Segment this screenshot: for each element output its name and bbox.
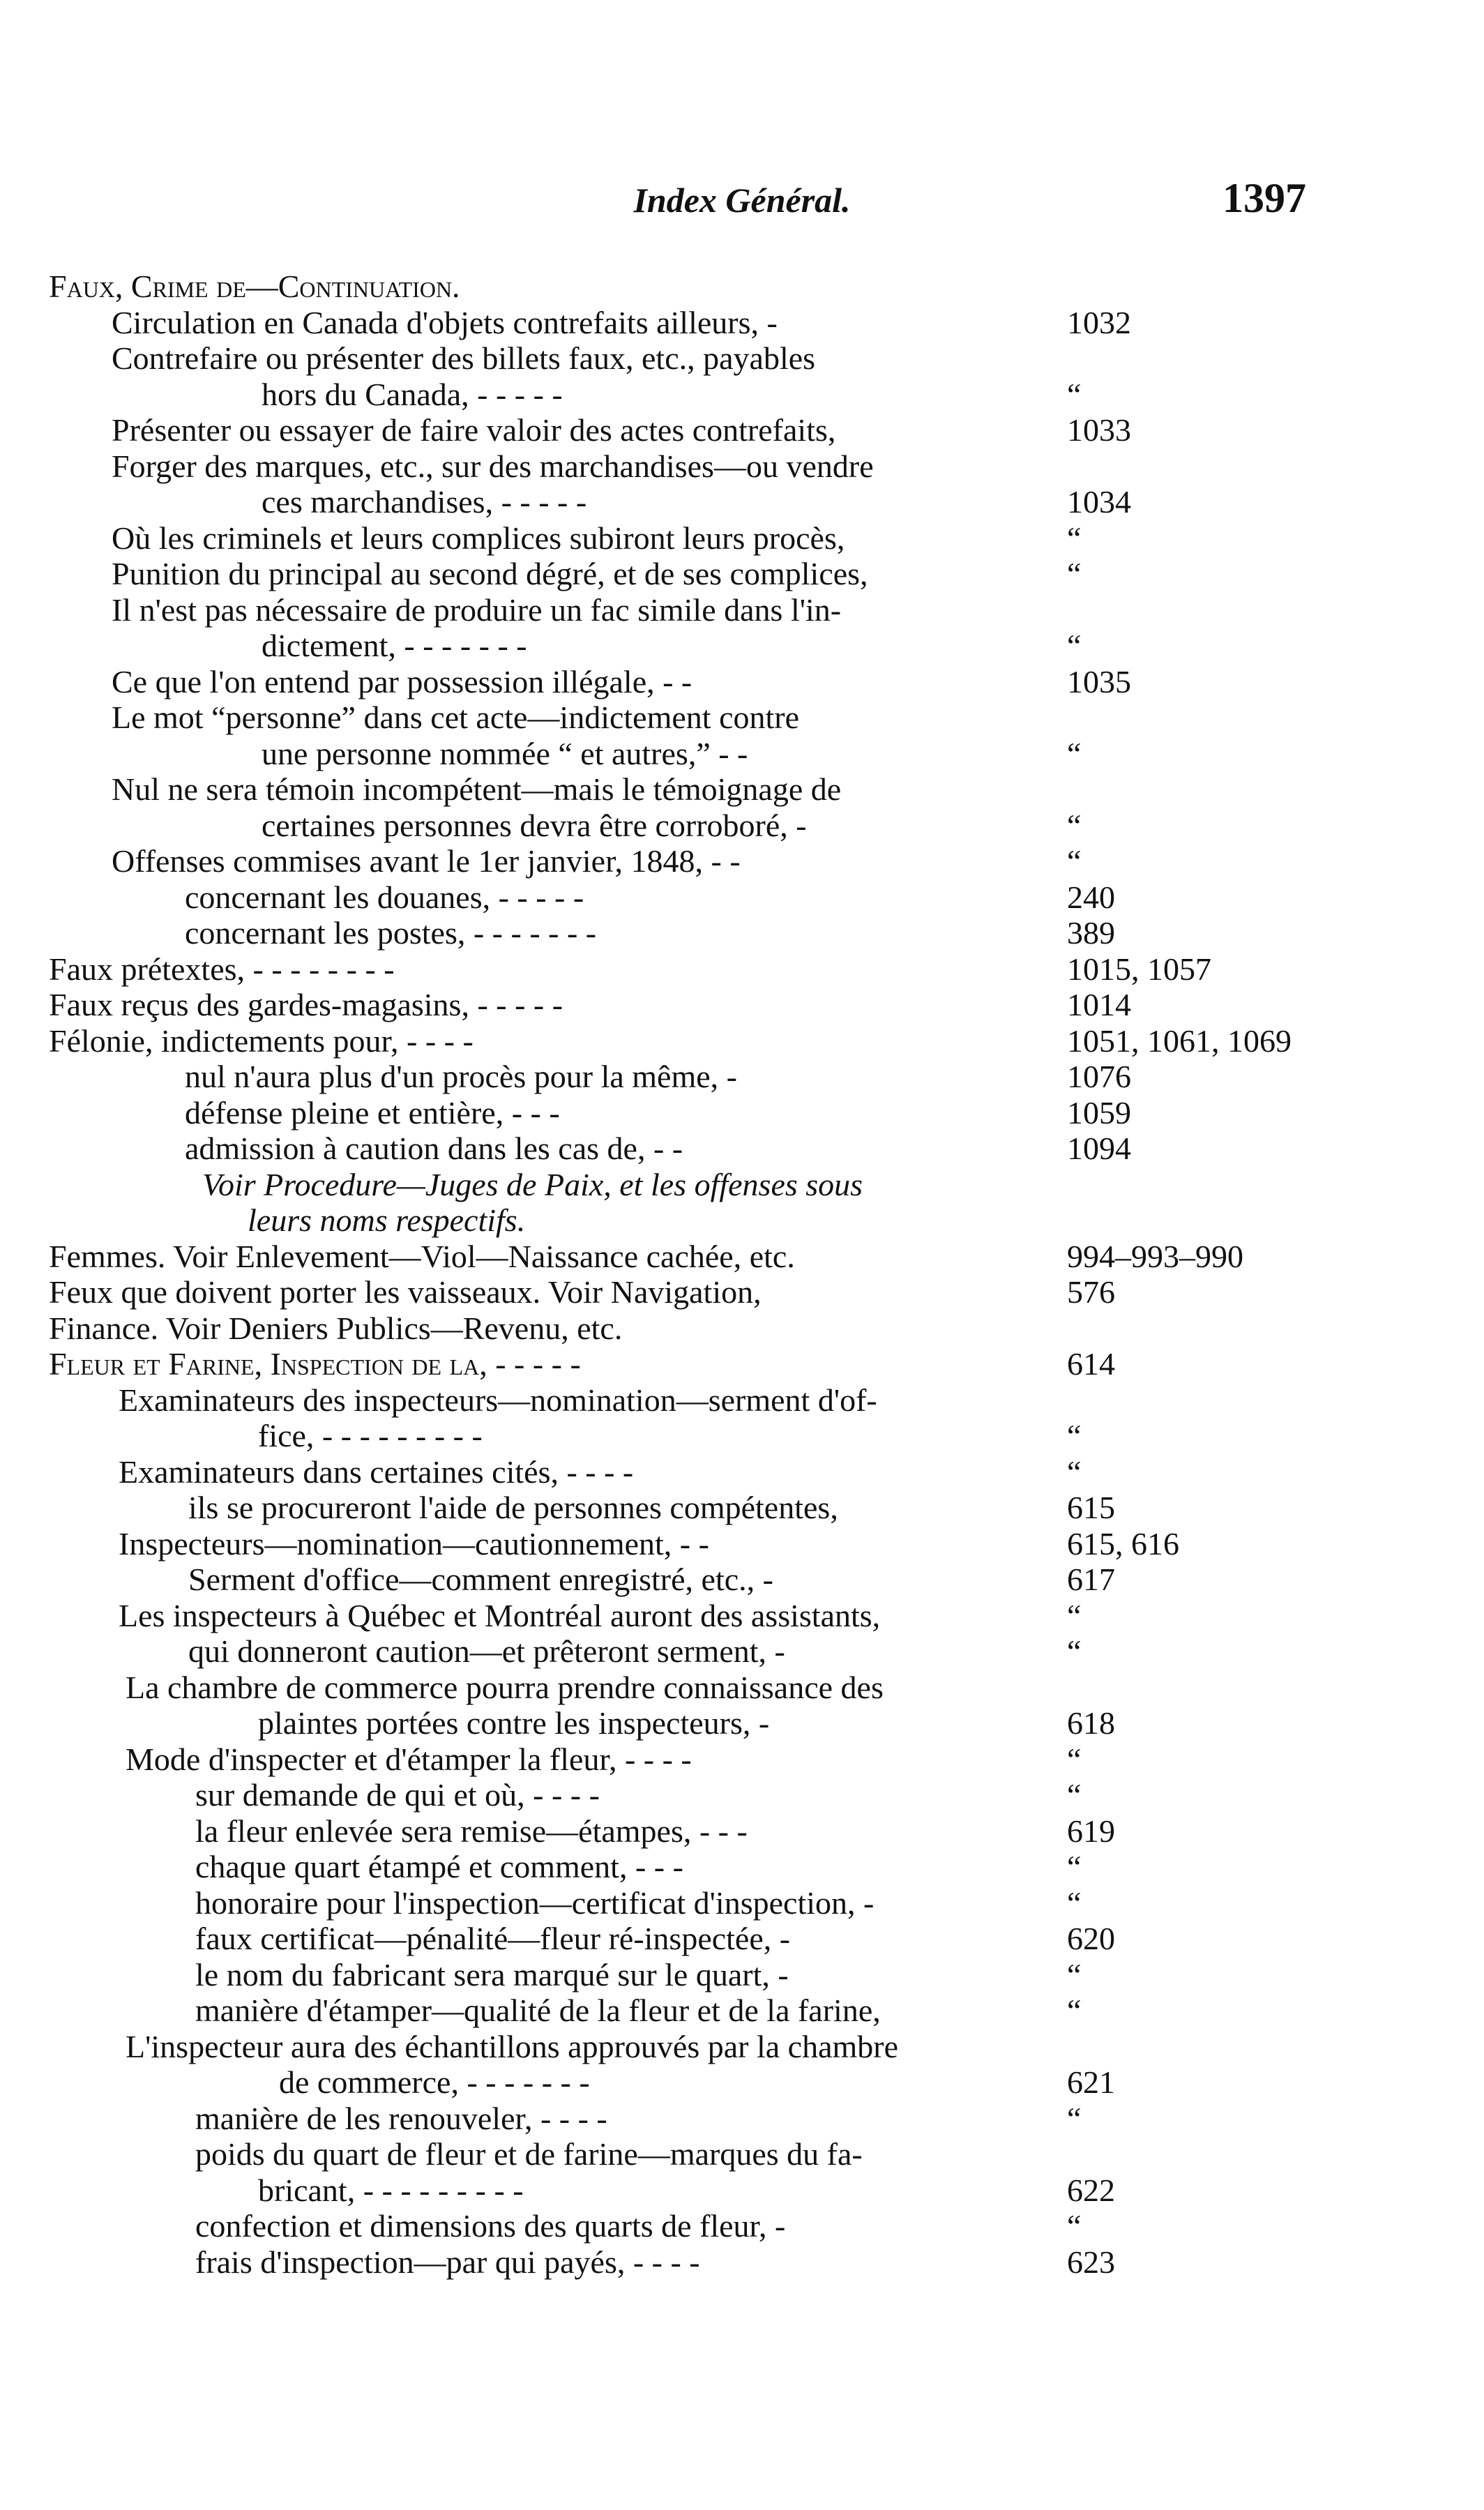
index-entry <box>0 412 1484 448</box>
entry-text: Contrefaire ou présenter des billets faux, etc., payables <box>112 340 816 376</box>
entry-text: Feux que doivent porter les vaisseaux. Voir Navigation, <box>49 1274 762 1310</box>
entry-page-ref: “ <box>1067 1777 1082 1813</box>
index-entry <box>0 1418 1484 1454</box>
index-entry <box>0 700 1484 736</box>
index-entry <box>0 2101 1484 2137</box>
entry-page-ref: 1094 <box>1067 1131 1131 1166</box>
entry-page-ref: “ <box>1067 1993 1082 2028</box>
index-entry <box>0 1023 1484 1059</box>
entry-text: Finance. Voir Deniers Publics—Revenu, etc. <box>49 1310 623 1346</box>
index-entry <box>0 305 1484 341</box>
index-entry <box>0 2172 1484 2209</box>
entry-page-ref: “ <box>1067 2208 1082 2244</box>
index-entry <box>0 1490 1484 1526</box>
entry-text: manière d'étamper—qualité de la fleur et de la farine, <box>195 1993 881 2028</box>
index-entry <box>0 592 1484 628</box>
entry-text: Femmes. Voir Enlevement—Viol—Naissance cachée, etc. <box>49 1238 795 1274</box>
entry-text: bricant, - - - - - - - - - <box>258 2172 524 2208</box>
entry-text: fice, - - - - - - - - - <box>258 1418 483 1453</box>
index-entry <box>0 1131 1484 1167</box>
index-entry <box>0 736 1484 772</box>
index-entry <box>0 1095 1484 1131</box>
entry-page-ref: 615 <box>1067 1490 1115 1525</box>
entry-page-ref: “ <box>1067 376 1082 412</box>
entry-page-ref: 994–993–990 <box>1067 1238 1243 1274</box>
entry-text: concernant les postes, - - - - - - - <box>185 915 597 951</box>
index-entry <box>0 1777 1484 1813</box>
entry-page-ref: “ <box>1067 1633 1082 1669</box>
entry-page-ref: “ <box>1067 628 1082 663</box>
entry-page-ref: “ <box>1067 843 1082 879</box>
index-entry <box>0 1382 1484 1419</box>
page-number: 1397 <box>1222 175 1306 221</box>
index-entry <box>0 1741 1484 1778</box>
index-entry <box>0 2064 1484 2101</box>
entry-text: Voir Procedure—Juges de Paix, et les offenses sous <box>202 1166 863 1202</box>
index-entry <box>0 1813 1484 1850</box>
entry-page-ref: 622 <box>1067 2172 1115 2208</box>
index-entry <box>0 1633 1484 1670</box>
entry-page-ref: “ <box>1067 1956 1082 1993</box>
entry-page-ref: “ <box>1067 1884 1082 1921</box>
index-entry <box>0 771 1484 808</box>
entry-page-ref: 1076 <box>1067 1059 1131 1094</box>
entry-page-ref: “ <box>1067 807 1082 843</box>
entry-page-ref: 618 <box>1067 1705 1115 1741</box>
entry-page-ref: 1015, 1057 <box>1067 951 1211 987</box>
entry-page-ref: 1014 <box>1067 987 1131 1022</box>
entry-text: frais d'inspection—par qui payés, - - - - <box>195 2244 700 2280</box>
index-entry <box>0 269 1484 305</box>
entry-text: Où les criminels et leurs complices subiront leurs procès, <box>112 520 845 556</box>
index-entry <box>0 664 1484 700</box>
entry-text: Offenses commises avant le 1er janvier, 1848, - - <box>112 843 741 879</box>
index-entry <box>0 1598 1484 1634</box>
index-entry <box>0 1670 1484 1706</box>
entry-text: honoraire pour l'inspection—certificat d'inspection, - <box>195 1884 874 1921</box>
entry-page-ref: 623 <box>1067 2244 1115 2280</box>
entry-text: poids du quart de fleur et de farine—marques du fa- <box>195 2136 863 2172</box>
entry-text: Nul ne sera témoin incompétent—mais le témoignage de <box>112 771 842 807</box>
index-entry <box>0 1921 1484 1957</box>
entry-text: la fleur enlevée sera remise—étampes, - - - <box>195 1813 748 1849</box>
running-title: Index Général. <box>633 181 851 220</box>
index-entry <box>0 1059 1484 1095</box>
entry-text: concernant les douanes, - - - - - <box>185 879 584 915</box>
index-entry <box>0 1526 1484 1562</box>
index-entry <box>0 1993 1484 2029</box>
entry-text: Examinateurs dans certaines cités, - - - - <box>119 1453 634 1490</box>
entry-text: qui donneront caution—et prêteront serment, - <box>188 1633 785 1669</box>
index-entry <box>0 1167 1484 1203</box>
index-entry <box>0 1885 1484 1921</box>
entry-page-ref: 1035 <box>1067 663 1131 700</box>
index-entry <box>0 484 1484 520</box>
index-entry <box>0 915 1484 951</box>
index-entry <box>0 879 1484 916</box>
index-entry <box>0 340 1484 377</box>
entry-page-ref: 615, 616 <box>1067 1525 1179 1562</box>
entry-text: Inspecteurs—nomination—cautionnement, - - <box>119 1525 709 1562</box>
index-entry <box>0 520 1484 557</box>
index-entry <box>0 628 1484 664</box>
entry-text: chaque quart étampé et comment, - - - <box>195 1849 683 1884</box>
entry-text: confection et dimensions des quarts de fleur, - <box>195 2208 786 2244</box>
entry-text: admission à caution dans les cas de, - - <box>185 1131 683 1166</box>
entry-text: Forger des marques, etc., sur des marchandises—ou vendre <box>112 448 874 484</box>
index-entry <box>0 2136 1484 2172</box>
entry-page-ref: 1033 <box>1067 412 1131 448</box>
entry-text: manière de les renouveler, - - - - <box>195 2100 607 2136</box>
entry-page-ref: 1051, 1061, 1069 <box>1067 1022 1292 1059</box>
entry-text: ils se procureront l'aide de personnes compétentes, <box>188 1490 838 1525</box>
index-entry <box>0 2029 1484 2065</box>
entry-page-ref: 1032 <box>1067 304 1131 340</box>
entry-page-ref: “ <box>1067 556 1082 591</box>
entry-text: Faux prétextes, - - - - - - - - <box>49 951 395 987</box>
index-entry <box>0 2208 1484 2244</box>
entry-text: Faux reçus des gardes-magasins, - - - - - <box>49 987 563 1022</box>
index-entry <box>0 556 1484 592</box>
index-entry <box>0 1346 1484 1382</box>
entry-page-ref: “ <box>1067 1418 1082 1453</box>
entry-text: La chambre de commerce pourra prendre connaissance des <box>126 1669 884 1705</box>
index-entry <box>0 808 1484 844</box>
entry-text: dictement, - - - - - - - <box>262 628 527 663</box>
entry-text: de commerce, - - - - - - - <box>279 2064 590 2100</box>
index-entry <box>0 951 1484 988</box>
entry-text: L'inspecteur aura des échantillons approuvés par la chambre <box>126 2028 898 2064</box>
index-entry <box>0 1310 1484 1347</box>
entry-page-ref: 620 <box>1067 1921 1115 1956</box>
index-entry <box>0 987 1484 1023</box>
entry-page-ref: “ <box>1067 1597 1082 1633</box>
index-entry <box>0 1454 1484 1490</box>
index-entry <box>0 1202 1484 1239</box>
entry-page-ref: 389 <box>1067 915 1115 951</box>
index-entry <box>0 448 1484 485</box>
entry-text: Ce que l'on entend par possession illégale, - - <box>112 663 692 700</box>
entry-text: faux certificat—pénalité—fleur ré-inspectée, - <box>195 1921 791 1956</box>
entry-page-ref: “ <box>1067 1741 1082 1777</box>
entry-text: Les inspecteurs à Québec et Montréal auront des assistants, <box>119 1597 881 1633</box>
entry-text: Fleur et Farine, Inspection de la, - - - - - <box>49 1346 581 1382</box>
index-entry <box>0 1274 1484 1310</box>
entry-text: Mode d'inspecter et d'étamper la fleur, - - - - <box>126 1741 692 1777</box>
entry-text: Présenter ou essayer de faire valoir des actes contrefaits, <box>112 412 836 448</box>
index-entry <box>0 1705 1484 1741</box>
entry-page-ref: 617 <box>1067 1562 1115 1597</box>
entry-text: Faux, Crime de—Continuation. <box>49 269 460 304</box>
entry-text: Il n'est pas nécessaire de produire un fac simile dans l'in- <box>112 591 842 628</box>
entry-text: ces marchandises, - - - - - <box>262 484 587 520</box>
index-entry <box>0 1239 1484 1275</box>
index-entry <box>0 2244 1484 2281</box>
index-entry <box>0 377 1484 413</box>
entry-page-ref: 240 <box>1067 879 1115 915</box>
entry-text: hors du Canada, - - - - - <box>262 376 563 412</box>
entry-text: nul n'aura plus d'un procès pour la même, - <box>185 1059 737 1094</box>
index-entry <box>0 1562 1484 1598</box>
entry-page-ref: “ <box>1067 1453 1082 1490</box>
entry-text: Le mot “personne” dans cet acte—indictement contre <box>112 700 800 735</box>
entry-text: défense pleine et entière, - - - <box>185 1094 560 1131</box>
index-entry <box>0 843 1484 879</box>
entry-text: plaintes portées contre les inspecteurs, - <box>258 1705 770 1741</box>
entry-text: Serment d'office—comment enregistré, etc., - <box>188 1562 773 1597</box>
index-entry <box>0 1849 1484 1885</box>
entry-page-ref: “ <box>1067 2100 1082 2136</box>
index-entries <box>0 269 1484 2280</box>
index-entry <box>0 1957 1484 1993</box>
entry-page-ref: 576 <box>1067 1274 1115 1310</box>
entry-page-ref: 1034 <box>1067 484 1131 520</box>
entry-page-ref: 1059 <box>1067 1094 1131 1131</box>
entry-page-ref: 621 <box>1067 2064 1115 2100</box>
entry-text: Punition du principal au second dégré, et de ses complices, <box>112 556 868 591</box>
entry-page-ref: 614 <box>1067 1346 1115 1382</box>
entry-page-ref: “ <box>1067 735 1082 771</box>
entry-text: Circulation en Canada d'objets contrefaits ailleurs, - <box>112 304 778 340</box>
entry-text: sur demande de qui et où, - - - - <box>195 1777 600 1813</box>
entry-text: certaines personnes devra être corroboré, - <box>262 807 807 843</box>
entry-text: Examinateurs des inspecteurs—nomination—serment d'of- <box>119 1382 877 1418</box>
entry-text: une personne nommée “ et autres,” - - <box>262 735 748 771</box>
entry-text: leurs noms respectifs. <box>248 1202 526 1238</box>
entry-text: le nom du fabricant sera marqué sur le quart, - <box>195 1956 789 1993</box>
entry-text: Félonie, indictements pour, - - - - <box>49 1022 474 1059</box>
entry-page-ref: “ <box>1067 1849 1082 1884</box>
entry-page-ref: “ <box>1067 520 1082 556</box>
entry-page-ref: 619 <box>1067 1813 1115 1849</box>
